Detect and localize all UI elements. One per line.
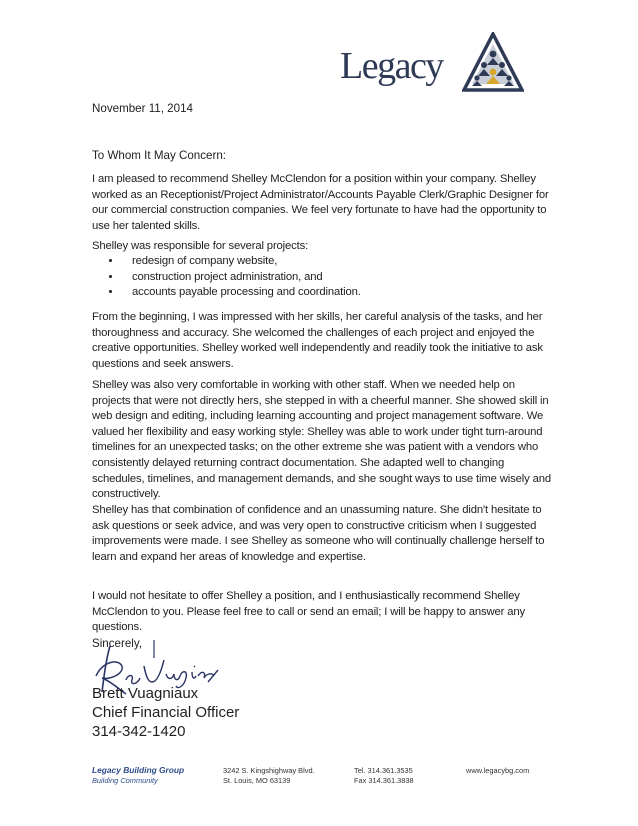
footer-tagline: Building Community [92, 775, 158, 785]
footer-address-line: 3242 S. Kingshighway Blvd. [223, 766, 315, 775]
footer-address-line: St. Louis, MO 63139 [223, 775, 291, 785]
paragraph-responsibilities: Shelley was responsible for several projects: [92, 240, 309, 252]
list-item: • construction project administration, and [122, 270, 562, 286]
paragraph-character: Shelley has that combination of confidence and an unassuming nature. She didn't hesitate to ask questions or seek advice, and was very open to constructive criticism when I suggested improvements were made. I see Shelley as someone who will continually challenge herself to learn and expand her areas of knowledge and expertise. [92, 504, 545, 563]
signer-name: Brett Vuagniaux [92, 685, 199, 702]
company-logo [340, 32, 530, 96]
paragraph-teamwork: Shelley was also very comfortable in working with other staff. When we needed help on projects that were not directly hers, she stepped in with a cheerful manner. She showed skill in web design and editing, including learning accounting and project management software. We valued her flexibility and easy working style: Shelley was able to work under tight turn-around timelines for an unexpected tasks; on the other extreme she was patient with a vendors who consistently delayed returning contract documentation. She adapted well to changing schedules, timelines, and management demands, and she sought ways to use time wisely and constructively. [92, 379, 552, 501]
paragraph-recommendation: I would not hesitate to offer Shelley a position, and I enthusiastically recommend Shelley McClendon to you. Please feel free to call or send an email; I will be happy to answer any questions. [92, 590, 525, 634]
footer-contact-numbers [354, 766, 414, 785]
paragraph-intro: I am pleased to recommend Shelley McClendon for a position within your company. Shelley worked as an Receptionist/Project Administrator/Accounts Payable Clerk/Graphic Designer for our commercial construction companies. We feel very fortunate to have had the opportunity to use her talented skills. [92, 173, 549, 232]
signer-phone: 314-342-1420 [92, 723, 186, 740]
list-item: • redesign of company website, [122, 254, 562, 270]
footer-company-name: Legacy Building Group [92, 765, 185, 775]
footer-website: www.legacybg.com [466, 766, 530, 775]
legacy-triangle-icon [462, 32, 524, 94]
letter-date: November 11, 2014 [92, 102, 193, 115]
list-item: • accounts payable processing and coordination. [122, 285, 562, 301]
footer-fax: Fax 314.361.3838 [354, 775, 414, 785]
footer-address [223, 766, 315, 785]
letter-closing: Sincerely, [92, 637, 143, 650]
paragraph-skills: From the beginning, I was impressed with her skills, her careful analysis of the tasks, and her thoroughness and accuracy. She welcomed the challenges of each project and enjoyed the creative opportunities. Shelley worked well independently and readily took the initiative to ask questions and seek answers. [92, 311, 543, 370]
letter-salutation: To Whom It May Concern: [92, 149, 227, 162]
signer-title: Chief Financial Officer [92, 704, 240, 721]
footer-brand [92, 766, 184, 785]
responsibility-list [92, 254, 562, 301]
logo-wordmark: Legacy [340, 45, 443, 87]
footer-tel: Tel. 314.361.3535 [354, 766, 413, 775]
